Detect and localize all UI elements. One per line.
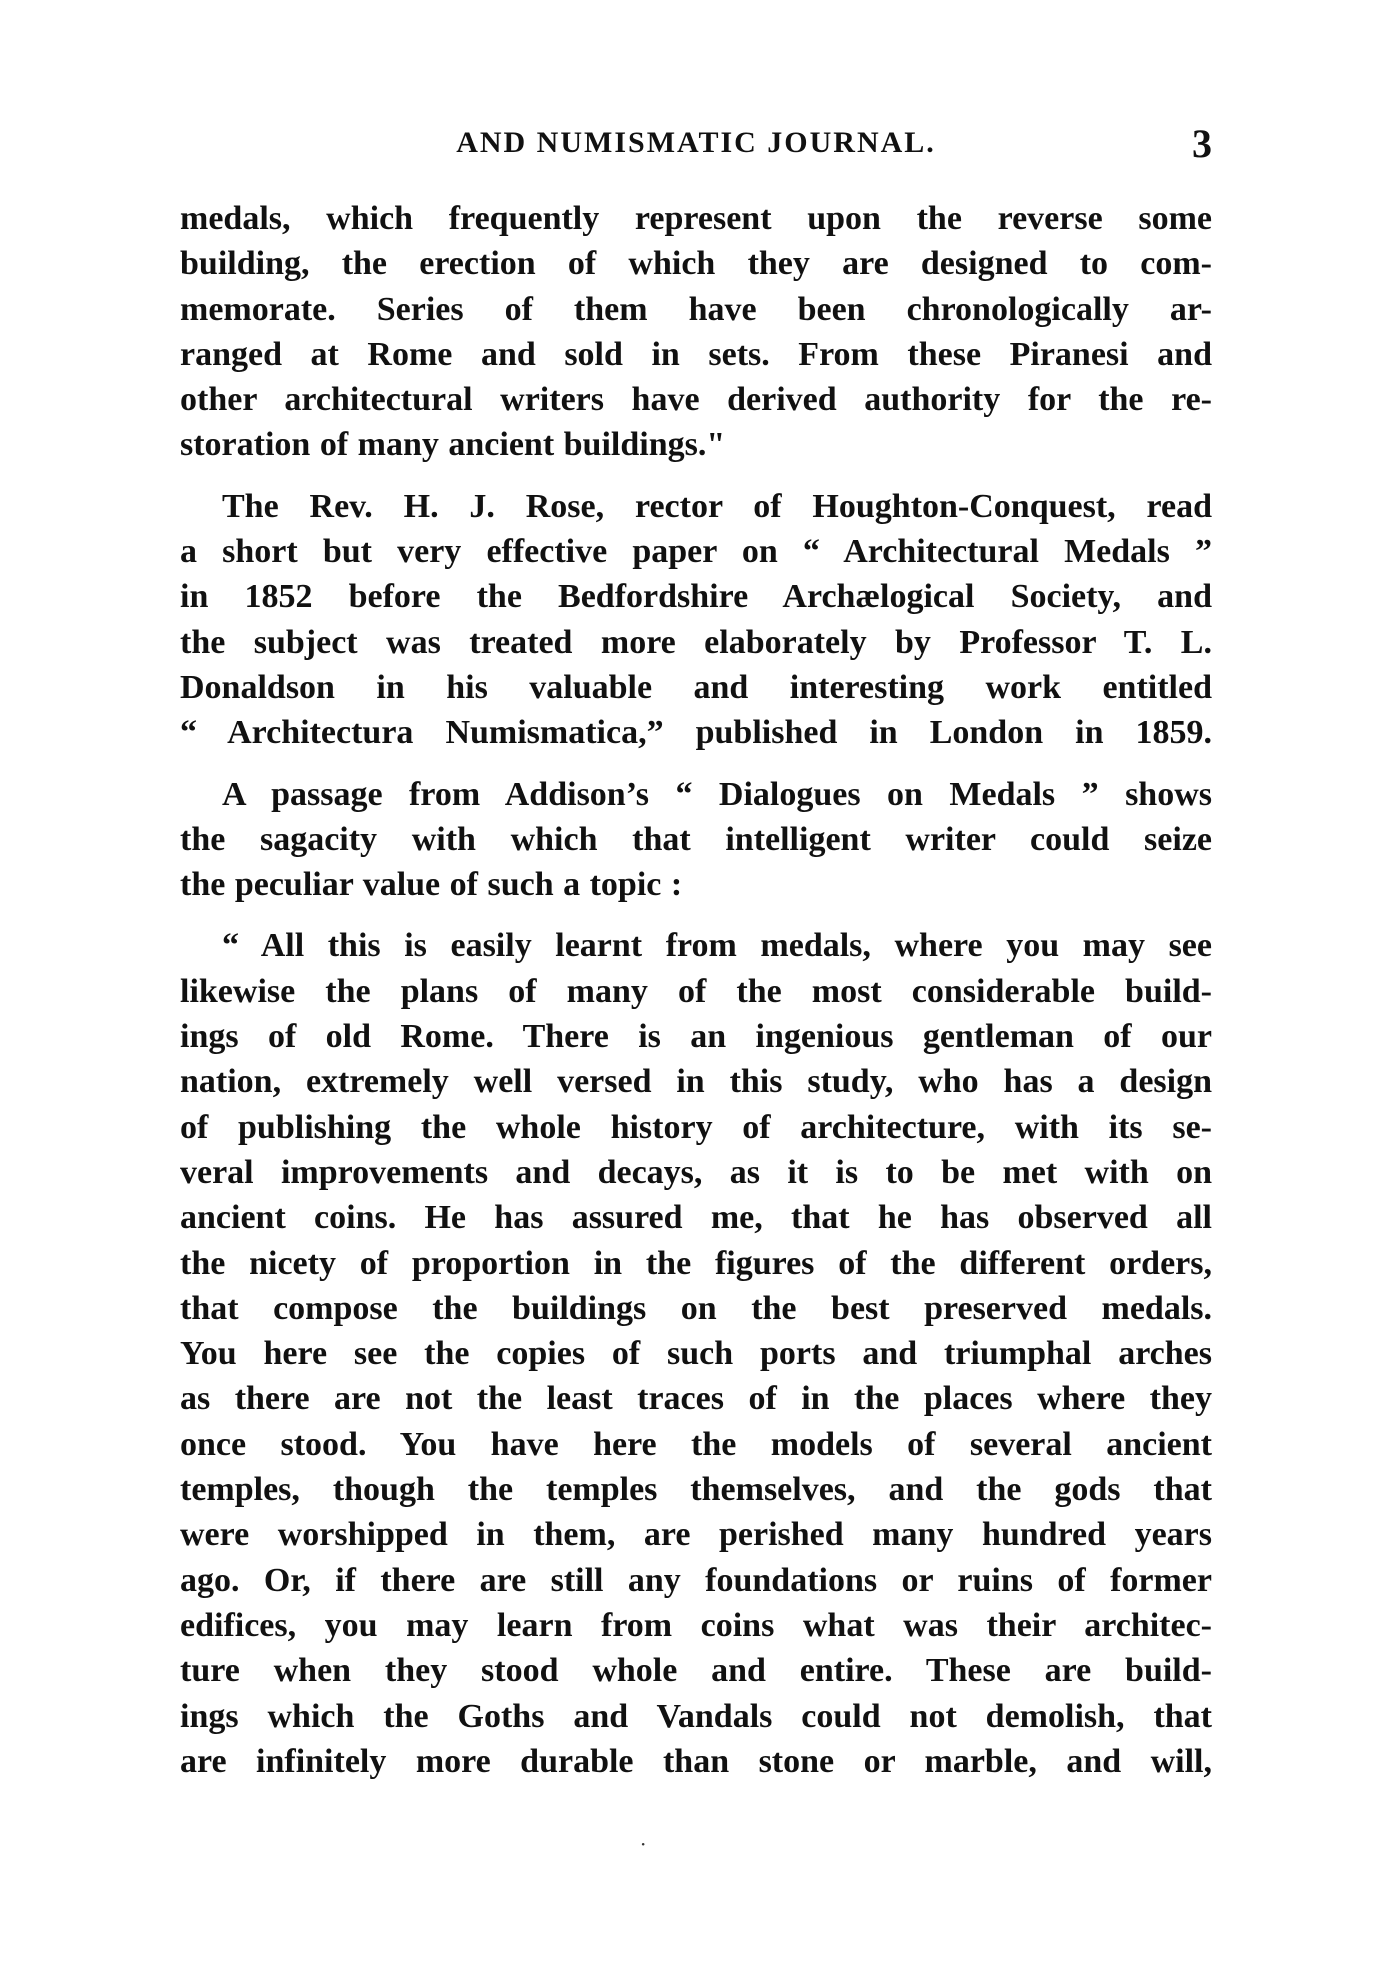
text-line: that compose the buildings on the best preserved medals. bbox=[180, 1289, 1212, 1327]
text-line: ago. Or, if there are still any foundations or ruins of former bbox=[180, 1561, 1212, 1599]
text-line: “ All this is easily learnt from medals, where you may see bbox=[222, 927, 1212, 965]
paragraph-1 bbox=[180, 196, 1212, 468]
text-line: Donaldson in his valuable and interesting work entitled bbox=[180, 668, 1212, 706]
text-line: building, the erection of which they are designed to com- bbox=[180, 245, 1212, 283]
paragraph-4-quotation bbox=[180, 923, 1212, 1784]
running-head bbox=[180, 120, 1212, 168]
text-line: medals, which frequently represent upon the reverse some bbox=[180, 200, 1212, 237]
text-line: The Rev. H. J. Rose, rector of Houghton-Conquest, read bbox=[222, 487, 1212, 525]
text-line: the sagacity with which that intelligent writer could seize bbox=[180, 820, 1212, 858]
text-line: once stood. You have here the models of several ancient bbox=[180, 1425, 1212, 1463]
text-line: likewise the plans of many of the most considerable build- bbox=[180, 972, 1212, 1010]
text-line: ings which the Goths and Vandals could not demolish, that bbox=[180, 1697, 1212, 1735]
text-line: were worshipped in them, are perished many hundred years bbox=[180, 1516, 1212, 1554]
text-line: temples, though the temples themselves, and the gods that bbox=[180, 1471, 1212, 1509]
paragraph-2 bbox=[180, 484, 1212, 756]
text-line: the subject was treated more elaborately by Professor T. L. bbox=[180, 623, 1212, 661]
text-line: veral improvements and decays, as it is to be met with on bbox=[180, 1153, 1212, 1191]
print-mark-dot: · bbox=[640, 1832, 647, 1856]
text-line: nation, extremely well versed in this study, who has a design bbox=[180, 1063, 1212, 1101]
text-line: the peculiar value of such a topic : bbox=[180, 866, 683, 904]
body-text bbox=[180, 196, 1212, 1800]
text-line: memorate. Series of them have been chronologically ar- bbox=[180, 290, 1212, 328]
text-line: are infinitely more durable than stone or marble, and will, bbox=[180, 1742, 1212, 1780]
text-line: storation of many ancient buildings." bbox=[180, 426, 726, 464]
text-line: ranged at Rome and sold in sets. From these Piranesi and bbox=[180, 335, 1212, 373]
text-line: ture when they stood whole and entire. These are build- bbox=[180, 1652, 1212, 1690]
text-line: A passage from Addison’s “ Dialogues on Medals ” shows bbox=[222, 775, 1212, 813]
text-line: ings of old Rome. There is an ingenious gentleman of our bbox=[180, 1018, 1212, 1056]
running-head-title: AND NUMISMATIC JOURNAL. bbox=[456, 126, 936, 159]
text-line: the nicety of proportion in the figures of the different orders, bbox=[180, 1244, 1212, 1282]
text-line: of publishing the whole history of architecture, with its se- bbox=[180, 1108, 1212, 1146]
paragraph-3 bbox=[180, 772, 1212, 908]
page-number: 3 bbox=[1192, 121, 1212, 166]
text-line: in 1852 before the Bedfordshire Archælogical Society, and bbox=[180, 578, 1212, 616]
text-line: “ Architectura Numismatica,” published in London in 1859. bbox=[180, 714, 1212, 752]
text-line: edifices, you may learn from coins what was their architec- bbox=[180, 1606, 1212, 1644]
text-line: as there are not the least traces of in the places where they bbox=[180, 1380, 1212, 1418]
text-line: You here see the copies of such ports and triumphal arches bbox=[180, 1335, 1212, 1373]
text-line: a short but very effective paper on “ Architectural Medals ” bbox=[180, 533, 1212, 571]
text-line: ancient coins. He has assured me, that he has observed all bbox=[180, 1199, 1212, 1237]
text-line: other architectural writers have derived authority for the re- bbox=[180, 381, 1212, 419]
